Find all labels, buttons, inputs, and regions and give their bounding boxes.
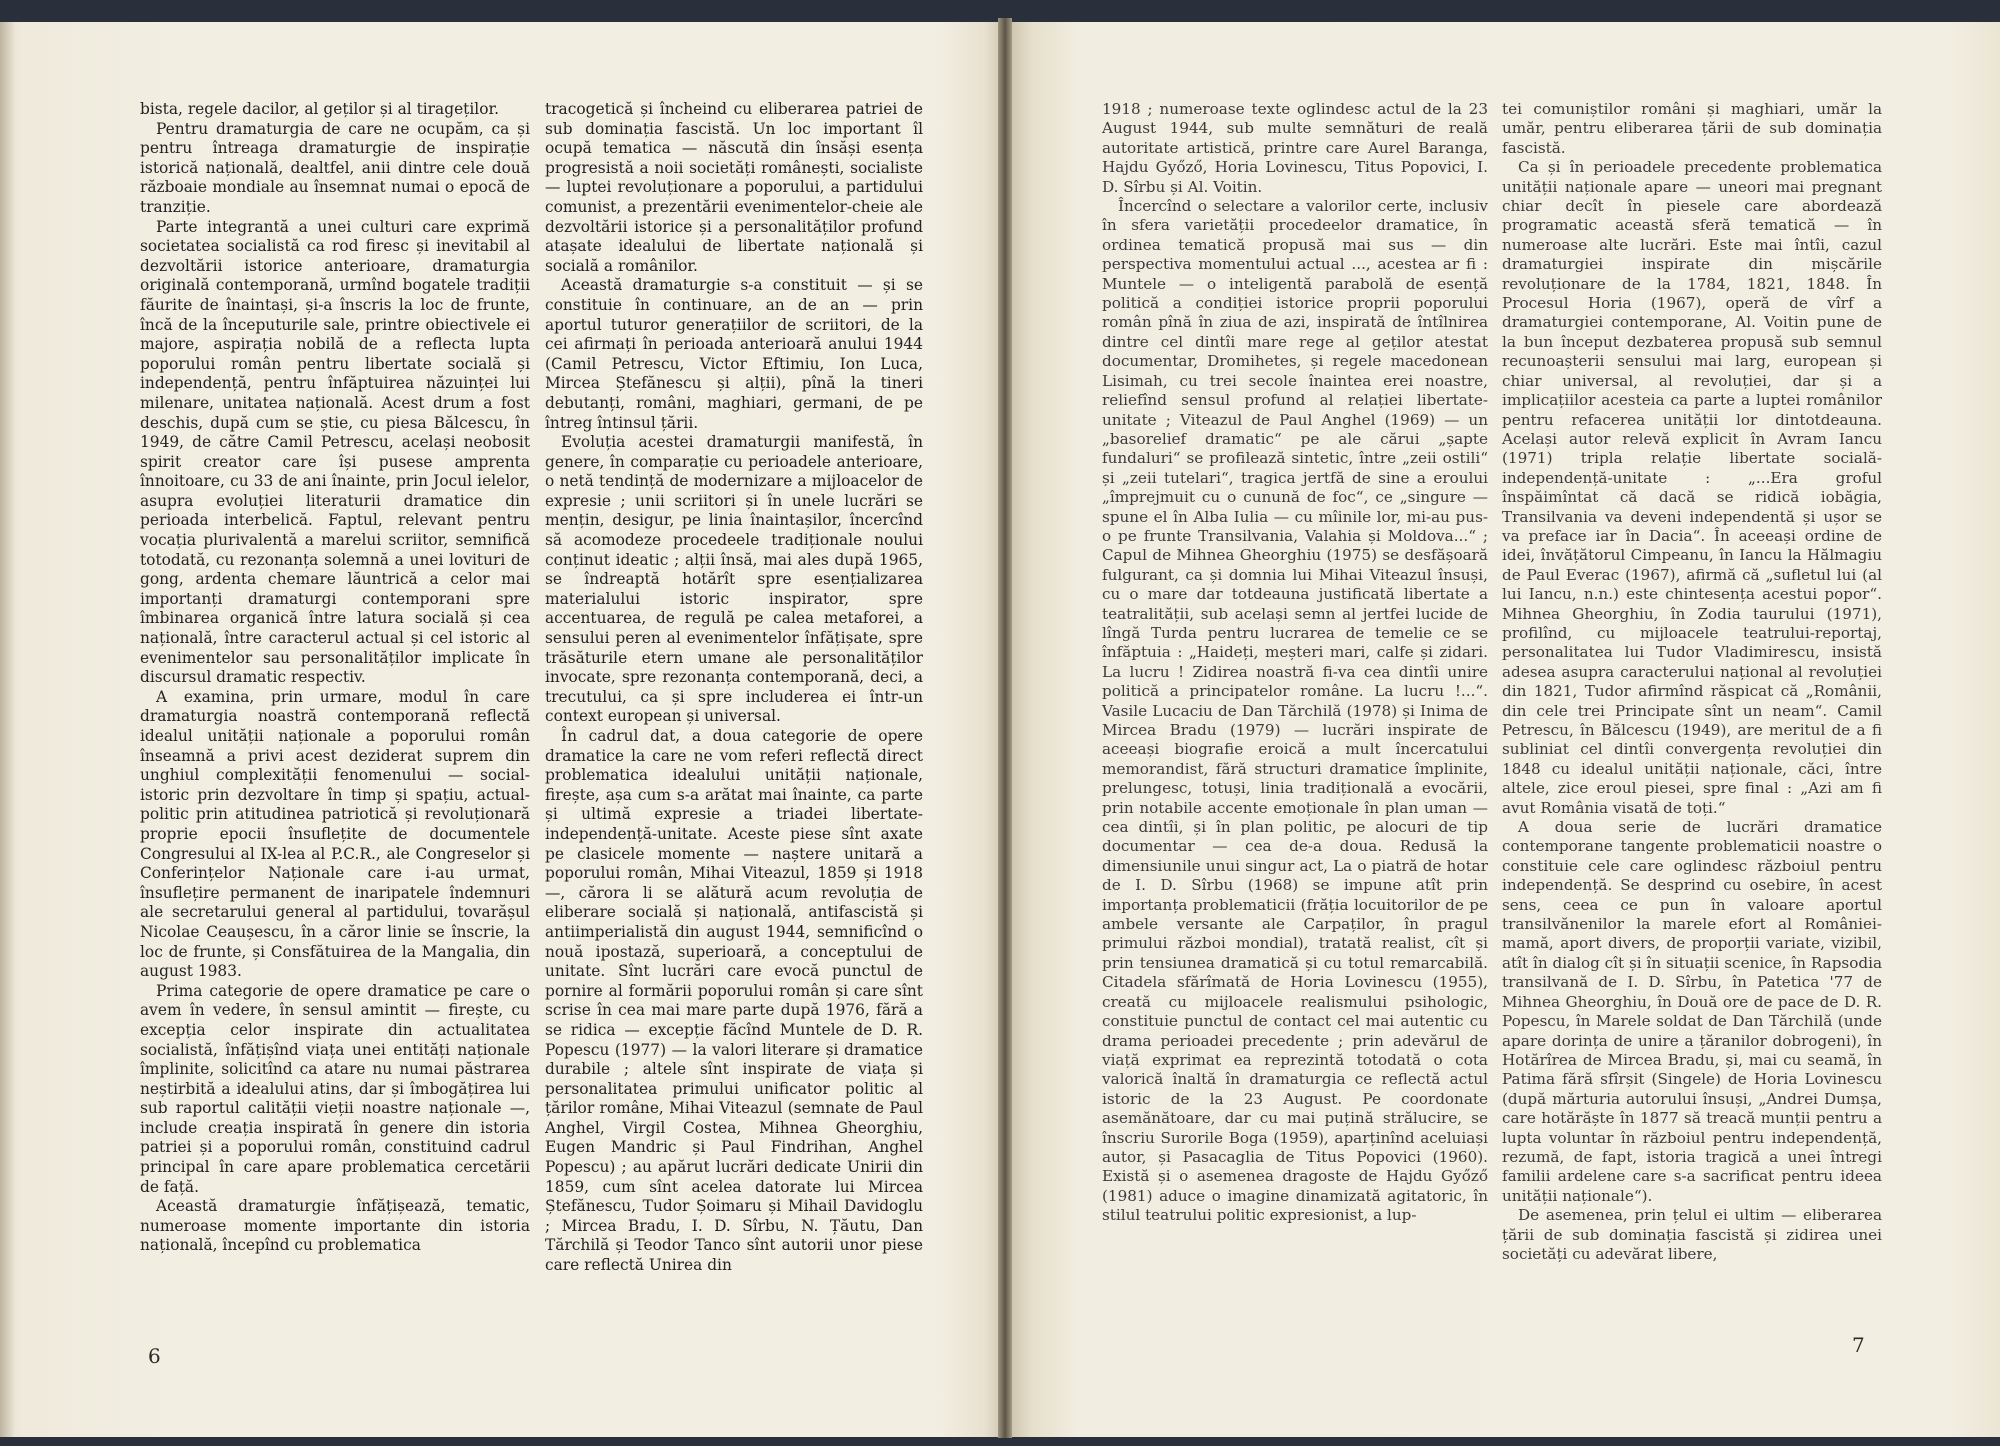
paragraph: A examina, prin urmare, modul în care dramaturgia noastră contemporană reflectă idealul unității naționale a poporului român înseamnă a privi acest deziderat suprem din unghiul complexității fenomenului — social-istoric prin dezvoltare în timp și spațiu, actual-politic prin atitudinea patriotică și revoluționară proprie epocii însuflețite de documentele Congresului al IX-lea al P.C.R., ale Congreselor și Conferințelor Naționale care i-au urmat, însuflețire permanent de inaripatele îndemnuri ale secretarului general al partidului, tovarășul Nicolae Ceaușescu, în a căror linie se înscrie, la loc de frunte, și Consfătuirea de la Mangalia, din august 1983.	[140, 687, 530, 981]
page-edge	[0, 22, 14, 1437]
left-page-column-1	[140, 100, 530, 1256]
right-page-column-2	[1502, 100, 1882, 1264]
right-page-column-1	[1102, 100, 1488, 1226]
paragraph: A doua serie de lucrări dramatice contemporane tangente problematicii noastre o constituie cele care oglindesc războiul pentru independență. Se desprind cu osebire, în acest sens, ceea ce pun în valoare aportul transilvănenilor la marele efort al României-mamă, aport divers, de proporții variate, vizibil, atît în dialog cît și în situații scenice, în Rapsodia transilvană de I. D. Sîrbu, în Patetica '77 de Mihnea Gheorghiu, în Două ore de pace de D. R. Popescu, în Marele soldat de Dan Tărchilă (unde apare dorința de unire a țăranilor dobrogeni), în Hotărîrea de Mircea Bradu, și, mai cu seamă, în Patima fără sfîrșit (Singele) de Horia Lovinescu (după mărturia autorului însuși, „Andrei Dumșa, care hotărăște în 1877 să treacă munții pentru a lupta voluntar în războiul pentru independență, rezumă, de fapt, istoria tragică a unei întregi familii ardelene care s-a sacrificat pentru ideea unității naționale“).	[1502, 818, 1882, 1205]
paragraph: Această dramaturgie înfățișează, tematic, numeroase momente importante din istoria națională, începînd cu problematica	[140, 1197, 530, 1255]
paragraph: Încercînd o selectare a valorilor certe, inclusiv în sfera varietății procedeelor dramatice, în ordinea tematică propusă mai sus — din perspectiva momentului actual ..., acestea ar fi : Muntele — o inteligentă parabolă de esență politică a condiției istorice proprii poporului român pînă în ziua de azi, inspirată de întîlnirea dintre cel dintîi mare rege al geților atestat documentar, Dromihetes, și regele macedonean Lisimah, cu trei secole înaintea erei noastre, reliefînd sensul profund al relației libertate-unitate ; Viteazul de Paul Anghel (1969) — un „basorelief dramatic“ pe ale cărui „șapte fundaluri“ se profilează sintetic, între „zeii ostili“ și „zeii tutelari“, tragica jertfă de sine a eroului „împrejmuit cu o cunună de foc“, ce „singure — spune el în Alba Iulia — cu mîinile lor, mi-au pus-o pe frunte Transilvania, Valahia și Moldova...“ ; Capul de Mihnea Gheorghiu (1975) se desfășoară fulgurant, ca și domnia lui Mihai Viteazul însuși, cu o mare dar totdeauna justificată libertate a teatralității, sub același semn al jertfei lucide de lîngă Turda pentru lucrarea de temelie ce se înfăptuia : „Haideți, meșteri mari, calfe și zidari. La lucru ! Zidirea noastră fi-va cea dintîi unire politică a principatelor române. La lucru !...“. Vasile Lucaciu de Dan Tărchilă (1978) și Inima de Mircea Bradu (1979) — lucrări inspirate de aceeași biografie eroică a mult încercatului memorandist, fără structuri dramatice împlinite, prelungesc, totuși, linia tradițională a evocării, prin notabile accente emoționale în plan uman — cea dintîi, și în plan politic, pe alocuri de tip documentar — cea de-a doua. Redusă la dimensiunile unui singur act, La o piatră de hotar de I. D. Sîrbu (1968) se impune atît prin importanța problematicii (frăția locuitorilor de pe ambele versante ale Carpaților, în pragul primului război mondial), tratată realist, cît și prin tensiunea dramatică și cu totul remarcabilă. Citadela sfărîmată de Horia Lovinescu (1955), creată cu mijloacele realismului psihologic, constituie punctul de contact cel mai autentic cu drama perioadei precedente ; prin adevărul de viață exprimat ea reprezintă totodată o cota valorică înaltă în dramaturgia ce reflectă actul istoric de la 23 August. Pe coordonate asemănătoare, dar cu mai puțină strălucire, se înscriu Surorile Boga (1959), aparținînd aceluiași autor, și Pasacaglia de Titus Popovici (1960). Există și o asemenea dragoste de Hajdu Győző (1981) aduce o imagine dinamizată agitatoric, în stilul teatrului politic expresionist, a lup-	[1102, 197, 1488, 1225]
paragraph: tracogetică și încheind cu eliberarea patriei de sub dominația fascistă. Un loc important îl ocupă tematica — născută din însăși esența progresistă a noii societăți românești, socialiste — luptei revoluționare a poporului, a partidului comunist, a prezentării evenimentelor-cheie ale dezvoltării istorice și a personalităților profund atașate idealului de libertate națională și socială a românilor.	[545, 100, 923, 275]
paragraph: Prima categorie de opere dramatice pe care o avem în vedere, în sensul amintit — firește, cu excepția celor inspirate din actualitatea socialistă, înfățișînd viața unei entități naționale împlinite, solicitînd ca atare nu numai păstrarea neștirbită a idealului atins, dar și îmbogățirea lui sub raportul calității vieții noastre naționale —, include creația inspirată în genere din istoria patriei și a poporului român, constituind cadrul principal în care apare problematica cercetării de față.	[140, 981, 530, 1196]
paragraph: Pentru dramaturgia de care ne ocupăm, ca și pentru întreaga dramaturgie de inspirație istorică națională, dealtfel, anii dintre cele două războaie mondiale au însemnat numai o epocă de tranziție.	[140, 119, 530, 216]
paragraph: Evoluția acestei dramaturgii manifestă, în genere, în comparație cu perioadele anterioare, o netă tendință de modernizare a mijloacelor de expresie ; unii scriitori și în unele lucrări se mențin, desigur, pe linia înaintașilor, încercînd să acomodeze procedeele tradiționale noului conținut ideatic ; alții însă, mai ales după 1965, se îndreaptă hotărît spre esențializarea materialului istoric inspirator, spre accentuarea, de regulă pe calea metaforei, a sensului peren al evenimentelor înfățișate, spre trăsăturile etern umane ale personalităților invocate, spre rezonanța contemporană, deci, a trecutului, ca și spre includerea ei într-un context european și universal.	[545, 433, 923, 726]
paragraph: De asemenea, prin țelul ei ultim — eliberarea țării de sub dominația fascistă și zidirea unei societăți cu adevărat libere,	[1502, 1206, 1882, 1263]
page-number-left: 6	[148, 1344, 161, 1368]
paragraph: Această dramaturgie s-a constituit — și se constituie în continuare, an de an — prin aportul tuturor generațiilor de scriitori, de la cei afirmați în perioada anterioară anului 1944 (Camil Petrescu, Victor Eftimiu, Ion Luca, Mircea Ștefănescu și alții), pînă la tineri debutanți, români, maghiari, germani, de pe întreg întinsul țării.	[545, 276, 923, 432]
paragraph: Parte integrantă a unei culturi care exprimă societatea socialistă ca rod firesc și inevitabil al dezvoltării istorice anterioare, dramaturgia originală contemporană, urmînd bogatele tradiții făurite de înaintași, și-a înscris la loc de frunte, încă de la începuturile sale, printre obiectivele ei majore, aspirația nobilă de a reflecta lupta poporului român pentru libertate socială și independență, pentru înfăptuirea năzuinței lui milenare, unitatea națională. Acest drum a fost deschis, după cum se știe, cu piesa Bălcescu, în 1949, de către Camil Petrescu, același neobosit spirit creator care își pusese amprenta înnoitoare, cu 33 de ani înainte, prin Jocul ielelor, asupra evoluției literaturii dramatice din perioada interbelică. Faptul, relevant pentru vocația plurivalentă a marelui scriitor, semnifică totodată, cu rezonanța solemnă a unei lovituri de gong, ardenta chemare lăuntrică a celor mai importanți dramaturgi contemporani spre îmbinarea organică între latura socială și cea națională, între caracterul actual și cel istoric al evenimentelor sau personalităților implicate în discursul dramatic respectiv.	[140, 217, 530, 687]
right-page	[1008, 22, 2000, 1437]
book-gutter	[998, 18, 1012, 1438]
paragraph: bista, regele dacilor, al geților și al tirageților.	[140, 100, 500, 118]
paragraph: tei comuniștilor români și maghiari, umăr la umăr, pentru eliberarea țării de sub dominația fascistă.	[1502, 100, 1882, 157]
paragraph: În cadrul dat, a doua categorie de opere dramatice la care ne vom referi reflectă direct problematica idealului unității naționale, firește, așa cum s-a arătat mai înainte, ca parte și ultimă expresie a triadei libertate-independență-unitate. Aceste piese sînt axate pe clasicele momente — naștere unitară a poporului român, Mihai Viteazul, 1859 și 1918 —, cărora li se alătură acum revoluția de eliberare socială și națională, antifascistă și antiimperialistă din august 1944, semnificînd o nouă ipostază, superioară, a conceptului de unitate. Sînt lucrări care evocă punctul de pornire al formării poporului român și care sînt scrise în cea mai mare parte după 1976, fără a se ridica — excepție făcînd Muntele de D. R. Popescu (1977) — la valori literare și dramatice durabile ; altele sînt inspirate de viața și personalitatea primului unificator politic al țărilor române, Mihai Viteazul (semnate de Paul Anghel, Virgil Costea, Mihnea Gheorghiu, Eugen Mandric și Paul Findrihan, Anghel Popescu) ; au apărut lucrări dedicate Unirii din 1859, cum sînt acelea datorate lui Mircea Ștefănescu, Tudor Șoimaru și Mihail Davidoglu ; Mircea Bradu, I. D. Sîrbu, N. Țăutu, Dan Tărchilă și Teodor Tanco sînt autorii unor piese care reflectă Unirea din	[545, 727, 923, 1275]
paragraph: 1918 ; numeroase texte oglindesc actul de la 23 August 1944, sub multe semnături de reală autoritate artistică, printre care Aurel Baranga, Hajdu Győző, Horia Lovinescu, Titus Popovici, I. D. Sîrbu și Al. Voitin.	[1102, 100, 1488, 196]
left-page	[0, 22, 1004, 1437]
paragraph: Ca și în perioadele precedente problematica unității naționale apare — uneori mai pregnant chiar decît în piesele care abordează programatic această sferă tematică — în numeroase alte lucrări. Este mai întîi, cazul dramaturgiei inspirate din mișcările revoluționare de la 1784, 1821, 1848. În Procesul Horia (1967), operă de vîrf a dramaturgiei contemporane, Al. Voitin pune de la bun început dezbaterea propusă sub semnul recunoașterii sensului mai larg, european și chiar universal, al revoluției, dar și a implicațiilor acesteia ca parte a luptei românilor pentru refacerea unității lor dintotdeauna. Același autor relevă explicit în Avram Iancu (1971) tripla relație libertate socială-independență-unitate : „...Era groful înspăimîntat că dacă se ridică iobăgia, Transilvania va deveni independentă și ușor se va preface iar în Dacia“. În aceeași ordine de idei, învățătorul Cimpeanu, în Iancu la Hălmagiu de Paul Everac (1967), afirmă că „sufletul lui (al lui Iancu, n.n.) este chintesența acestui popor“. Mihnea Gheorghiu, în Zodia taurului (1971), profilînd, cu mijloacele teatrului-reportaj, personalitatea lui Tudor Vladimirescu, insistă adesea asupra caracterului național al revoluției din 1821, Tudor afirmînd răspicat că „Românii, din cele trei Principate sînt un neam“. Camil Petrescu, în Bălcescu (1949), are meritul de a fi subliniat cel dintîi convergența revoluției din 1848 cu idealul unității naționale, căci, între altele, zice eroul piesei, spre final : „Azi am fi avut România visată de toți.“	[1502, 158, 1882, 817]
page-number-right: 7	[1852, 1333, 1865, 1357]
left-page-column-2	[545, 100, 923, 1276]
